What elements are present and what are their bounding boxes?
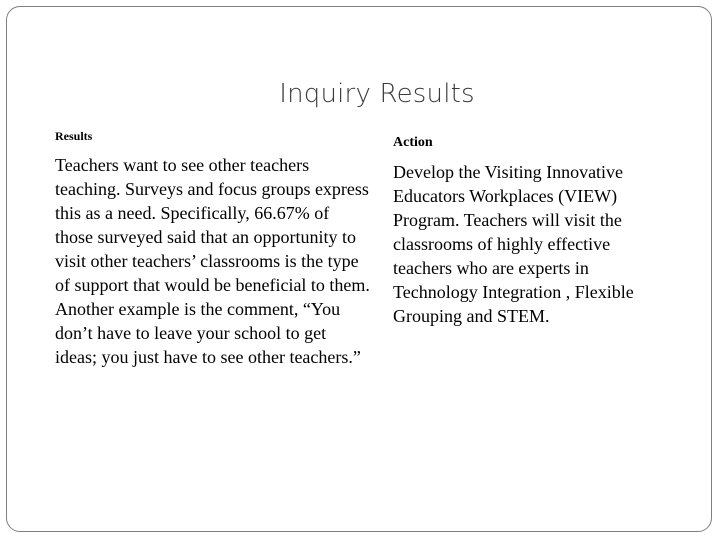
results-heading: Results bbox=[55, 129, 93, 143]
results-body: Teachers want to see other teachers teaching. Surveys and focus groups express this as a need. Specifically, 66.67% of those surveyed said that an opportunity to visit other teachers’ classrooms is the type of support that would be beneficial to them. Another example is the comment, “You don’t have to leave your school to get ideas; you just have to see other teachers.” bbox=[55, 155, 370, 367]
slide-title: Inquiry Results bbox=[279, 79, 475, 109]
action-heading: Action bbox=[393, 135, 433, 150]
action-body: Develop the Visiting Innovative Educators Workplaces (VIEW) Program. Teachers will visit the classrooms of highly effective teachers who are experts in Technology Integration , Flexible Grouping and STEM. bbox=[393, 162, 634, 326]
slide-frame bbox=[6, 6, 712, 532]
